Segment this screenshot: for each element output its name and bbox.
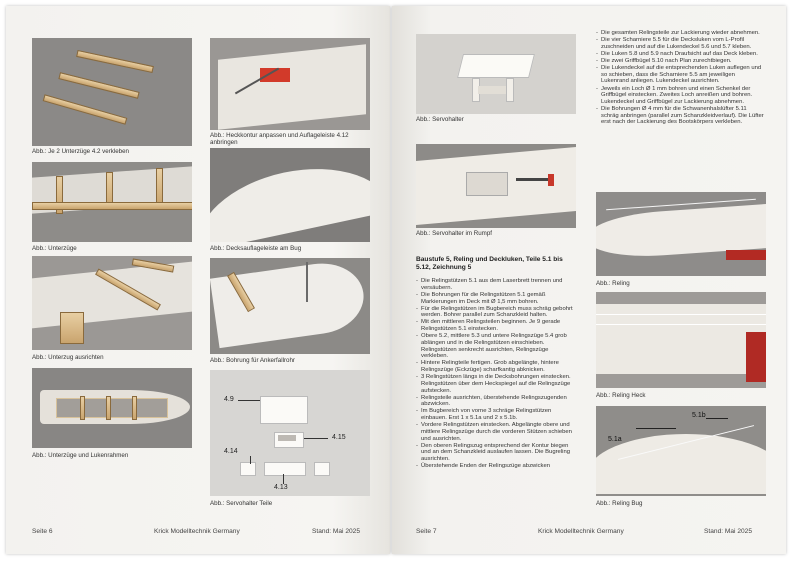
caption: Abb.: Decksauflageleiste am Bug: [210, 245, 302, 252]
instruction-item: - Mit den mittleren Relingsteilen beginnen. Je 9 gerade Relingstützen 5.1 einstecken.: [416, 319, 576, 332]
footer-status: Stand: Mai 2025: [704, 528, 753, 535]
caption: Abb.: Unterzug ausrichten: [32, 354, 104, 361]
photo-unterzuege-verkleben: [32, 38, 192, 146]
part-label: 4.15: [332, 434, 346, 441]
instruction-item: - 3 Relingstützen längs in die Decksbohrungen einstecken. Relingstützen über dem Heckspiegel auf die Relingszüge aufstecken.: [416, 374, 576, 394]
photo-decksauflageleiste: [210, 148, 370, 242]
photo-unterzug-ausrichten: [32, 256, 192, 350]
caption: Abb.: Servohalter: [416, 116, 464, 123]
photo-unterzuege: [32, 162, 192, 242]
instruction-item: - Hintere Relingteile fertigen. Grob abgelängte, hintere Relingszüge (Eckzüge) scharfkantig abknicken.: [416, 360, 576, 373]
caption: Abb.: Unterzüge und Lukenrahmen: [32, 452, 129, 459]
photo-ankerfallrohr: [210, 258, 370, 354]
instruction-item: - Die zwei Griffbügel 5.10 nach Plan zurechtbiegen.: [596, 58, 764, 65]
instruction-item: - Die Luken 5.8 und 5.9 nach Draufsicht auf das Deck kleben.: [596, 51, 764, 58]
instruction-item: - Relingsteile ausrichten, überstehende Relingszugenden abzwicken.: [416, 395, 576, 408]
part-label: 5.1a: [608, 436, 622, 443]
caption: Abb.: Reling Heck: [596, 392, 646, 399]
footer-company: Krick Modelltechnik Germany: [538, 528, 624, 535]
photo-reling-heck: [596, 292, 766, 388]
caption: Abb.: Reling: [596, 280, 630, 287]
left-page: [6, 6, 390, 554]
instruction-item: - Die Relingstützen 5.1 aus dem Laserbrett trennen und versäubern.: [416, 278, 576, 291]
photo-servohalter-rumpf: [416, 144, 576, 228]
instruction-item: - Die vier Scharniere 5.5 für die Decksluken vom L-Profil zuschneiden und auf die Lukendeckel 5.6 und 5.7 kleben.: [596, 37, 764, 50]
caption: Abb.: Unterzüge: [32, 245, 77, 252]
instruction-item: - Jeweils ein Loch Ø 1 mm bohren und einen Schenkel der Griffbügel einstecken. Zweites Loch anreißen und bohren. Lukendeckel und Griffbügel zur Lackierung abnehmen.: [596, 86, 764, 106]
instruction-item: - Die Bohrungen Ø 4 mm für die Schwanenhalslüfter 5.11 schräg anbringen (parallel zum Schanzkleidverlauf). Die Lüfter erst nach der Lackierung des Bootskörpers verkleben.: [596, 106, 764, 126]
instruction-item: - Die Lukendeckel auf die entsprechenden Luken auflegen und so schieben, dass die Scharniere 5.5 am jeweiligen Lukenrand anliegen. Lukendeckel ausrichten.: [596, 65, 764, 85]
part-label: 5.1b: [692, 412, 706, 419]
footer-page-number: Seite 6: [32, 528, 53, 535]
instruction-list-right: [596, 30, 764, 127]
instruction-item: - Die gesamten Relingsteile zur Lackierung wieder abnehmen.: [596, 30, 764, 37]
photo-heckkontur: [210, 38, 370, 130]
part-label: 4.13: [274, 484, 288, 491]
photo-servohalter-teile: [210, 370, 370, 496]
caption: Abb.: Servohalter im Rumpf: [416, 230, 492, 237]
photo-servohalter: [416, 34, 576, 114]
part-label: 4.14: [224, 448, 238, 455]
instruction-item: - Den oberen Relingszug entsprechend der Kontur biegen und an dem Schanzkleid auslaufen lassen. Die Bugreling ausrichten.: [416, 443, 576, 463]
caption: Abb.: Reling Bug: [596, 500, 643, 507]
instruction-item: - Vordere Relingstützen einstecken. Abgelängte obere und mittlere Relingszüge durch die vorderen Stützen schieben und ausrichten.: [416, 422, 576, 442]
section-heading: Baustufe 5, Reling und Deckluken, Teile 5.1 bis 5.12, Zeichnung 5: [416, 256, 563, 271]
photo-reling: [596, 192, 766, 276]
photo-reling-bug: [596, 406, 766, 496]
instruction-item: - Für die Relingstützen im Bugbereich muss schräg gebohrt werden. Bohrer parallel zum Schanzkleid halten.: [416, 306, 576, 319]
instruction-item: - Im Bugbereich von vorne 3 schräge Relingstützen einbauen. Erst 1 x 5.1a und 2 x 5.1b.: [416, 408, 576, 421]
instruction-list-left: [416, 278, 576, 470]
caption: Abb.: Bohrung für Ankerfallrohr: [210, 357, 295, 364]
instruction-item: - Obere 5.2, mittlere 5.3 und untere Relingszüge 5.4 grob ablängen und in die Relingstützen einschieben. Relingstützen senkrecht ausrichten, Relingszüge verkleben.: [416, 333, 576, 360]
right-page: [392, 6, 786, 554]
footer-status: Stand: Mai 2025: [312, 528, 361, 535]
instruction-item: - Die Bohrungen für die Relingstützen 5.1 gemäß Markierungen im Deck mit Ø 1,5 mm bohren.: [416, 292, 576, 305]
footer-company: Krick Modelltechnik Germany: [154, 528, 240, 535]
instruction-item: - Überstehende Enden der Relingszüge abzwicken: [416, 463, 576, 470]
footer-page-number: Seite 7: [416, 528, 437, 535]
caption: Abb.: Je 2 Unterzüge 4.2 verkleben: [32, 148, 129, 155]
caption: Abb.: Heckkontur anpassen und Auflageleiste 4.12 anbringen: [210, 132, 349, 146]
part-label: 4.9: [224, 396, 234, 403]
photo-lukenrahmen: [32, 368, 192, 448]
caption: Abb.: Servohalter Teile: [210, 500, 273, 507]
